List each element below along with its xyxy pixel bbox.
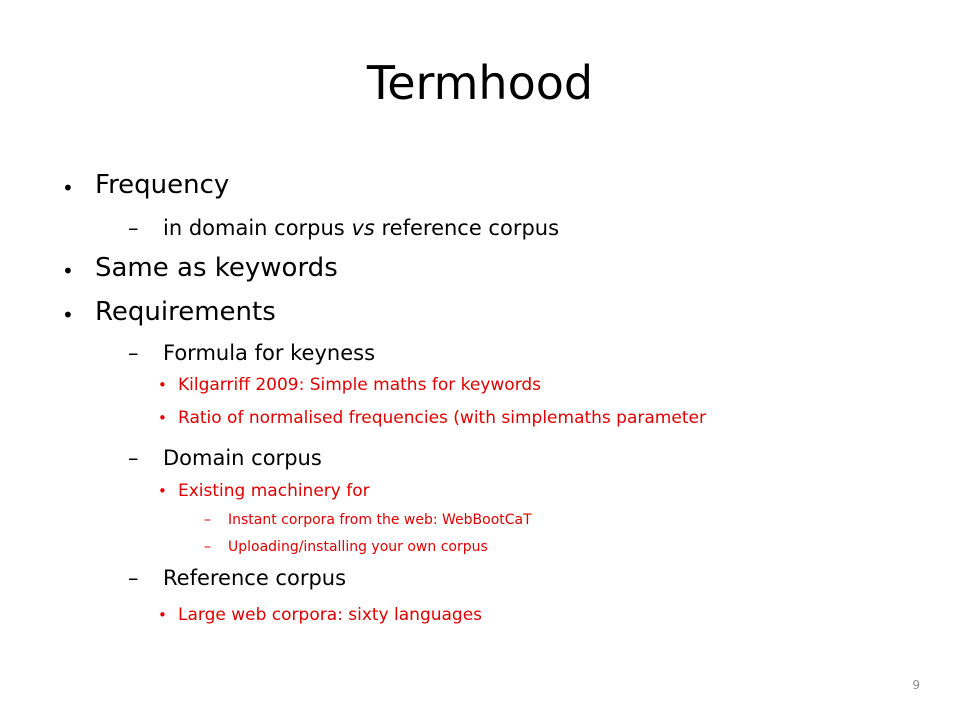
dash-marker: – <box>204 539 211 555</box>
bullet-domain-corpus: Domain corpus <box>163 446 322 470</box>
bullet-reference-corpus: Reference corpus <box>163 566 347 590</box>
bullet-existing-machinery: Existing machinery for <box>178 481 370 501</box>
dash-marker: – <box>128 216 139 240</box>
bullet-same-as-keywords: Same as keywords <box>95 253 338 283</box>
dash-marker: – <box>128 446 139 470</box>
dash-marker: – <box>128 566 139 590</box>
bullet-formula-for-keyness: Formula for keyness <box>163 341 376 365</box>
bullet-requirements: Requirements <box>95 297 276 327</box>
bullet-marker: • <box>158 376 167 394</box>
bullet-kilgarriff: Kilgarriff 2009: Simple maths for keywords <box>178 375 542 395</box>
bullet-marker: • <box>62 176 74 200</box>
dash-marker: – <box>128 341 139 365</box>
bullet-frequency: Frequency <box>95 170 230 200</box>
bullet-ratio: Ratio of normalised frequencies (with simplemaths parameter <box>178 408 706 428</box>
frequency-subpoint <box>163 216 559 240</box>
bullet-marker: • <box>62 259 74 283</box>
page-number: 9 <box>912 678 920 692</box>
frequency-subpoint-vs: vs <box>351 216 375 240</box>
bullet-marker: • <box>158 482 167 500</box>
bullet-large-web-corpora: Large web corpora: sixty languages <box>178 605 483 625</box>
bullet-marker: • <box>62 303 74 327</box>
bullet-instant-corpora: Instant corpora from the web: WebBootCaT <box>228 512 532 528</box>
frequency-subpoint-text-a: in domain corpus <box>163 216 352 240</box>
slide-title: Termhood <box>366 56 594 110</box>
dash-marker: – <box>204 512 211 528</box>
bullet-marker: • <box>158 409 167 427</box>
frequency-subpoint-text-b: reference corpus <box>374 216 560 240</box>
bullet-uploading: Uploading/installing your own corpus <box>228 539 488 555</box>
bullet-marker: • <box>158 606 167 624</box>
